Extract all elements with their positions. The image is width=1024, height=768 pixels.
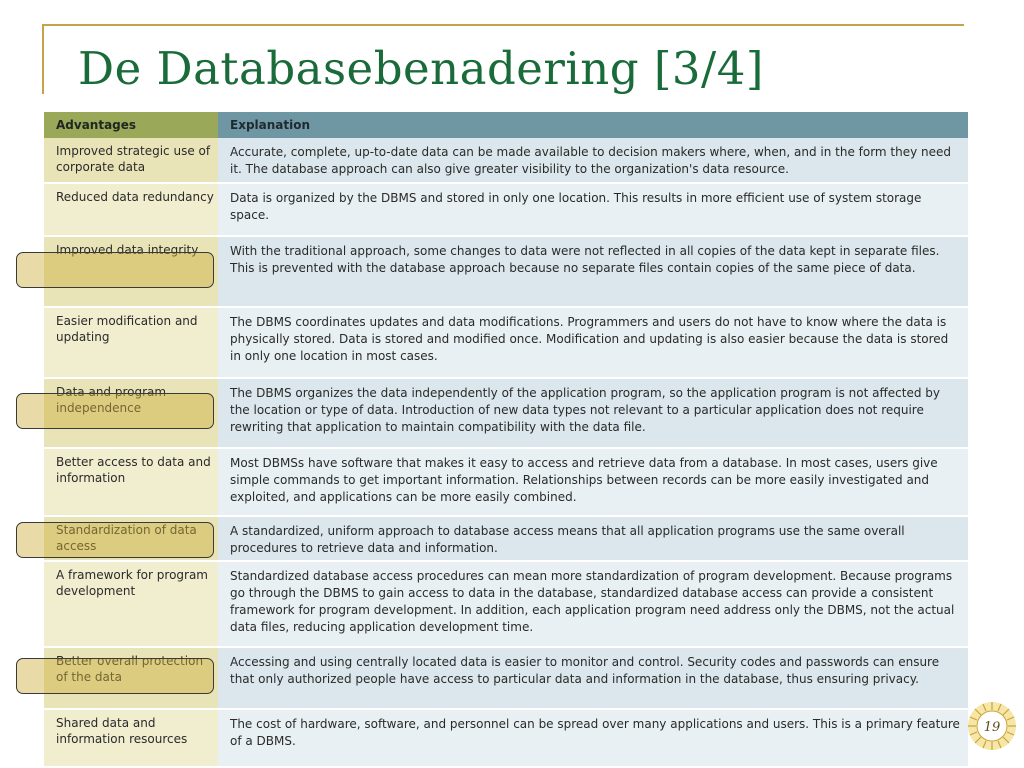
table-row: [44, 138, 968, 184]
header-explanation: Explanation: [218, 112, 968, 138]
frame-left-line: [42, 24, 44, 94]
table-row: [44, 308, 968, 379]
table-body: [44, 138, 968, 768]
table-row: [44, 710, 968, 768]
explanation-cell: Most DBMSs have software that makes it easy to access and retrieve data from a database. In most cases, users give simple commands to get important information. Relationships between records can be more easily investigated and exploited, and applications can be more easily combined.: [218, 449, 968, 515]
explanation-cell: The DBMS organizes the data independently of the application program, so the application program is not affected by the location or type of data. Introduction of new data types not relevant to a particular application does not require rewriting that application to maintain compatibility with the data file.: [218, 379, 968, 447]
advantage-cell: A framework for program development: [44, 562, 218, 646]
advantage-cell: Standardization of data access: [44, 517, 218, 560]
frame-top-line: [42, 24, 964, 26]
slide-title: De Databasebenadering [3/4]: [78, 42, 764, 95]
advantage-cell: Improved data integrity: [44, 237, 218, 306]
explanation-cell: The DBMS coordinates updates and data modifications. Programmers and users do not have to know where the data is physically stored. Data is stored and modified once. Modification and updating is also easier because the data is stored in only one location in most cases.: [218, 308, 968, 377]
advantage-cell: Reduced data redundancy: [44, 184, 218, 235]
explanation-cell: Accurate, complete, up-to-date data can be made available to decision makers where, when, and in the form they need it. The database approach can also give greater visibility to the organization's data resource.: [218, 138, 968, 182]
table-row: [44, 517, 968, 562]
advantage-cell: Better access to data and information: [44, 449, 218, 515]
table-row: [44, 562, 968, 648]
explanation-cell: With the traditional approach, some changes to data were not reflected in all copies of the data kept in separate files. This is prevented with the database approach because no separate files contain copies of the same piece of data.: [218, 237, 968, 306]
explanation-cell: The cost of hardware, software, and personnel can be spread over many applications and users. This is a primary feature of a DBMS.: [218, 710, 968, 766]
table-row: [44, 379, 968, 449]
page-number: 19: [983, 720, 1001, 735]
advantage-cell: Improved strategic use of corporate data: [44, 138, 218, 182]
advantage-cell: Better overall protection of the data: [44, 648, 218, 708]
table-header: [44, 112, 968, 138]
table-row: [44, 648, 968, 710]
advantage-cell: Shared data and information resources: [44, 710, 218, 766]
table-row: [44, 449, 968, 517]
explanation-cell: A standardized, uniform approach to database access means that all application programs use the same overall procedures to retrieve data and information.: [218, 517, 968, 560]
explanation-cell: Data is organized by the DBMS and stored in only one location. This results in more efficient use of system storage space.: [218, 184, 968, 235]
table-row: [44, 184, 968, 237]
header-advantages: Advantages: [44, 112, 218, 138]
advantage-cell: Data and program independence: [44, 379, 218, 447]
explanation-cell: Accessing and using centrally located data is easier to monitor and control. Security codes and passwords can ensure that only authorized people have access to particular data and information in the database, thus ensuring privacy.: [218, 648, 968, 708]
table-row: [44, 237, 968, 308]
explanation-cell: Standardized database access procedures can mean more standardization of program development. Because programs go through the DBMS to gain access to data in the database, standardized database access can provide a consistent framework for program development. In addition, each application program need address only the DBMS, not the actual data files, reducing application development time.: [218, 562, 968, 646]
advantages-table: [44, 112, 968, 768]
advantage-cell: Easier modification and updating: [44, 308, 218, 377]
page-number-badge: [966, 700, 1018, 752]
